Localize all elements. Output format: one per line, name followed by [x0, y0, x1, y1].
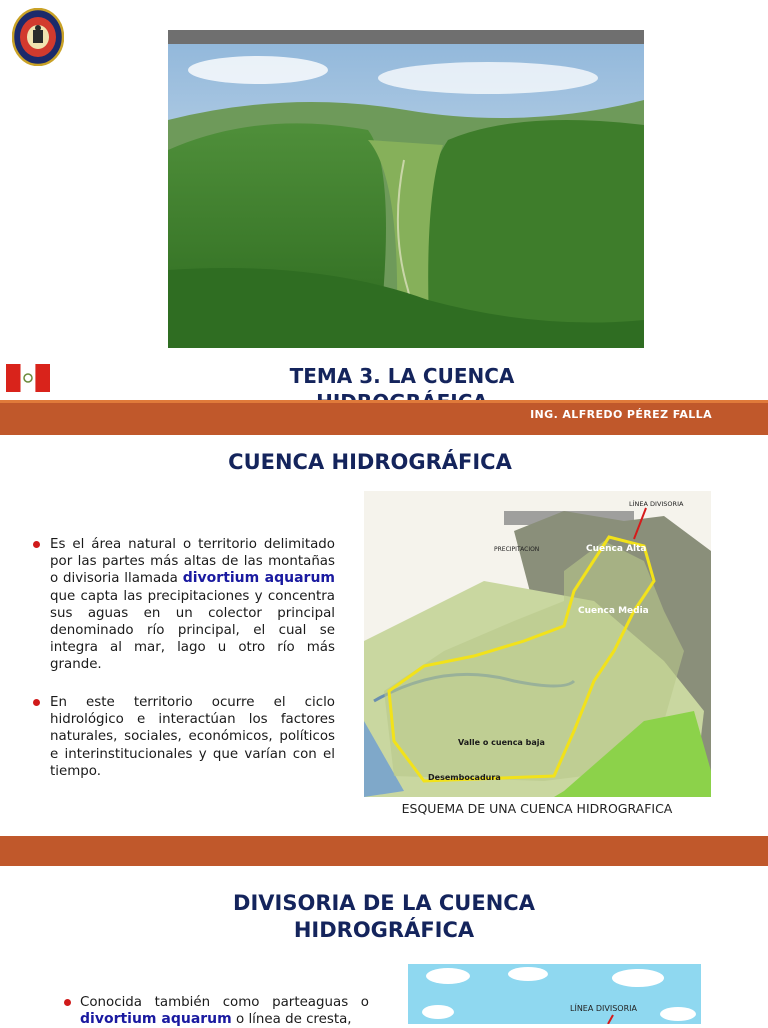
slide2-footer-band [0, 836, 768, 866]
label-middle-basin: Cuenca Media [578, 606, 649, 616]
label-mouth: Desembocadura [428, 773, 501, 782]
slide3-title: DIVISORIA DE LA CUENCA HIDROGRÁFICA [233, 891, 535, 942]
paragraph-divide: Conocida también como parteaguas o divortium aquarum o línea de cresta, [80, 995, 369, 1028]
bullet-dot-icon [33, 699, 40, 706]
divortium-term: divortium aquarum [182, 570, 336, 587]
watershed-diagram [364, 491, 711, 797]
bullet-dot-icon [33, 541, 40, 548]
slide2-title: CUENCA HIDROGRÁFICA [228, 450, 512, 474]
label-divide: LÍNEA DIVISORIA [570, 1004, 637, 1013]
paragraph-definition: Es el área natural o territorio delimitado por las partes más altas de las montañas o divisoria llamada divortium aquarum que capta las precipitaciones y concentra sus aguas en un colector principal denominado río principal, el cual se integra al mar, lago u otro río más grande. [50, 537, 336, 673]
paragraph-hydrologic-cycle: En este territorio ocurre el ciclo hidrológico e interactúan los factores naturales, sociales, económicos, políticos e interinstitucionales y que varían con el tiempo. [50, 695, 335, 779]
andean-valley-photo [168, 30, 644, 348]
slide1-title: TEMA 3. LA CUENCA [289, 364, 515, 388]
bullet-dot-icon [64, 999, 71, 1006]
diagram-caption: ESQUEMA DE UNA CUENCA HIDROGRAFICA [401, 801, 673, 816]
author-name: ING. ALFREDO PÉREZ FALLA [530, 408, 712, 421]
divortium-term: divortium aquarum [80, 1011, 232, 1028]
peru-flag-icon [6, 364, 50, 392]
divide-diagram [408, 964, 701, 1024]
label-precipitation: PRECIPITACION [494, 546, 540, 553]
label-divide: LÍNEA DIVISORIA [629, 500, 684, 508]
label-lower-basin: Valle o cuenca baja [458, 738, 545, 747]
label-upper-basin: Cuenca Alta [586, 544, 647, 554]
university-seal-icon [12, 8, 64, 66]
